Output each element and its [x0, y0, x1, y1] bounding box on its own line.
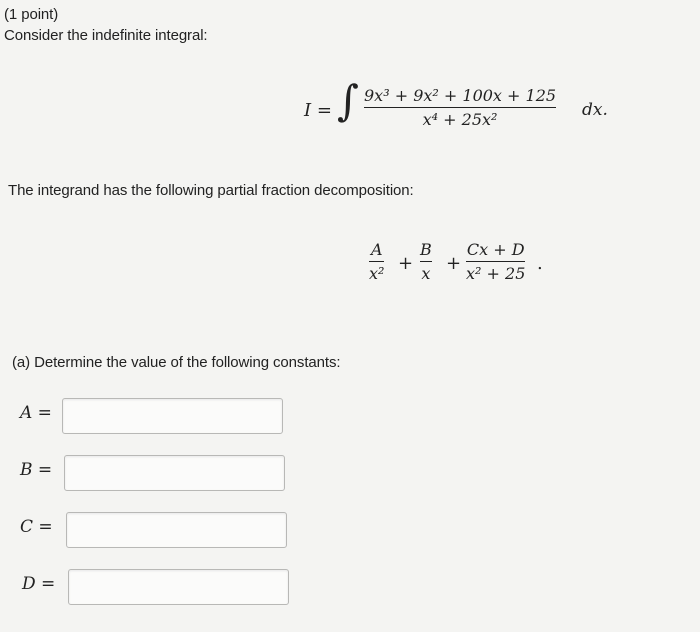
term-b-fraction: [420, 240, 432, 283]
fraction-bar: [364, 107, 556, 108]
integrand-fraction: [364, 86, 556, 129]
plus-sign: +: [446, 253, 462, 274]
term-cd-denominator: x² + 25: [466, 264, 526, 284]
integral-sign: ∫: [337, 76, 359, 125]
constant-b-input[interactable]: [64, 455, 285, 491]
period: .: [537, 253, 543, 274]
constant-c-label: C =: [20, 517, 53, 537]
term-b-denominator: x: [421, 264, 431, 284]
term-b-numerator: B: [420, 240, 432, 259]
constant-b-label: B =: [20, 460, 53, 480]
integral-differential: dx.: [582, 100, 608, 120]
plus-sign: +: [398, 253, 414, 274]
question-prompt: Consider the indefinite integral:: [4, 27, 208, 44]
constant-c-input[interactable]: [66, 512, 287, 548]
constant-d-input[interactable]: [68, 569, 289, 605]
part-a-prompt: (a) Determine the value of the following constants:: [12, 354, 341, 371]
term-cd-numerator: Cx + D: [466, 240, 525, 259]
integrand-denominator: x⁴ + 25x²: [422, 110, 498, 130]
term-a-fraction: [369, 240, 384, 283]
term-a-denominator: x²: [369, 264, 385, 284]
term-a-numerator: A: [370, 240, 383, 259]
integrand-numerator: 9x³ + 9x² + 100x + 125: [364, 86, 557, 105]
term-cd-fraction: [466, 240, 525, 283]
decomposition-intro: The integrand has the following partial fraction decomposition:: [8, 182, 414, 199]
points-label: (1 point): [4, 6, 59, 23]
constant-d-label: D =: [22, 574, 56, 594]
constant-a-label: A =: [20, 403, 52, 423]
integral-lhs: I =: [304, 100, 332, 121]
constant-a-input[interactable]: [62, 398, 283, 434]
